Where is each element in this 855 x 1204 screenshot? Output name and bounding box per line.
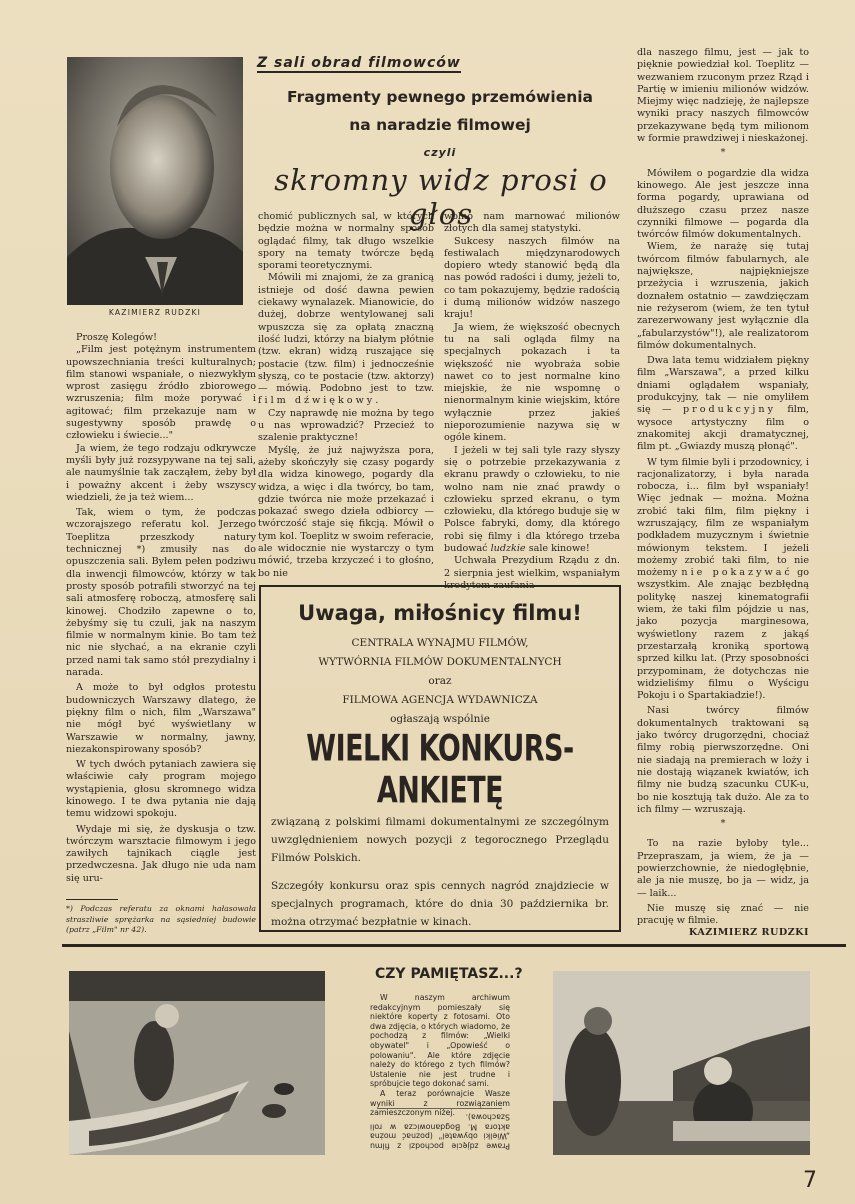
author-signature: KAZIMIERZ RUDZKI — [688, 927, 809, 939]
footnote: *) Podczas referatu za oknami hałasowała straszliwie sprężarka na sąsiedniej budowie (patrz „Film" nr 42). — [66, 904, 256, 934]
page-number: 7 — [803, 1168, 817, 1193]
quiz-answer-upside-down: Prawe zdjęcie pochodzi z filmu „Wielki obywatel" (poznać można aktora M. Bogdanowicza w roli Szachowa). — [370, 1112, 510, 1151]
asterisk-divider: * — [720, 818, 726, 830]
ad-paragraph: związaną z polskimi filmami dokumentalnymi ze szczególnym uwzględnieniem nowych pozycji z tegorocznego Przeglądu Filmów Polskich. — [271, 816, 609, 864]
lake-scene-icon — [553, 971, 810, 1155]
paragraph: I jeżeli w tej sali tyle razy słyszy się o potrzebie przekazywania z ekranu prawdy o człowieku, to nie wolno nam nie znać prawdy o człowieku sprzed ekranu, o tym człowieku, dla którego buduje się w Polsce fabryki, domy, dla którego robi się filmy i dla którego trzeba budować ludzkie sale kinowe! — [444, 444, 620, 555]
paragraph: Dwa lata temu widziałem piękny film „Warszawa", a przed kilku dniami oglądałem wspaniały, produkcyjny, tak — nie omyliłem się — produkcyjny film, wysoce artystyczny film o znakomitej akcji dramatycznej, film pt. „Gwiazdy muszą płonąć". — [637, 355, 809, 453]
paragraph: Tak, wiem o tym, że podczas wczorajszego referatu kol. Jerzego Toeplitza przeszkody natury technicznej *) zmusiły nas do opuszczenia sali. Byłem pełen podziwu dla inwencji filmowców, którzy w tak prosty sposób potrafili stworzyć na tej sali atmosferę roboczą, atmosferę sali kinowej. Chodziło zapewne o to, żebyśmy się tu czuli, jak na naszym filmie w normalnym kinie. Bo tam też nic nie słychać, a na ekranie czyli przed nami tak samo stół prezydialny i narada. — [66, 507, 256, 679]
ad-paragraph: Szczegóły konkursu oraz spis cennych nagród znajdziecie w specjalnych programach, które do dnia 30 października br. można otrzymać bezpłatnie w kinach. — [271, 880, 609, 928]
article-column-1 — [66, 332, 256, 885]
paragraph: Proszę Kolegów! — [76, 332, 157, 343]
section-divider — [62, 944, 846, 947]
ad-line: WYTWÓRNIA FILMÓW DOKUMENTALNYCH — [318, 656, 562, 668]
section-kicker: Z sali obrad filmowców — [257, 55, 461, 71]
paragraph: Sukcesy naszych filmów na festiwalach międzynarodowych dopiero wtedy stanowić będą dla nas powód radości i dumy, jeżeli to, co tam pokazujemy, będzie radością i dumą milionów widzów naszego kraju! — [444, 235, 620, 321]
headline-line-1: Fragmenty pewnego przemówienia — [286, 88, 594, 106]
article-column-3 — [444, 211, 620, 592]
answer-rule — [377, 1108, 502, 1109]
paragraph: W tym filmie byli i przodownicy, i racjonalizatorzy, i była narada robocza, i... film był wspaniały! Więc jednak — można. Można zrobić taki film, film piękny i wzruszający, film ze wspaniałym podkładem muzycznym i świetnie mówionym tekstem. I jeżeli możemy zrobić taki film, to nie możemy nie pokazywać go wszystkim. Ale znając bezbłędną politykę naszej kinematografii wiem, że taki film pójdzie u nas, jako pozycja marginesowa, wyświetlony razem z jakąś przestarzałą kroniką sportową sprzed kilku lat. (Przy sposobności przypominam, że dotychczas nie widzieliśmy filmu o Wyścigu Pokoju i o Spartakiadzie!). — [637, 456, 809, 702]
portrait-caption: KAZIMIERZ RUDZKI — [108, 308, 202, 317]
asterisk-divider: * — [720, 147, 726, 159]
men-by-lake-photo — [553, 971, 810, 1155]
paragraph: „Film jest potężnym instrumentem upowszechniania treści kulturalnych; film stanowi wspaniałe, o niezwykłym wprost zasięgu źródło zbiorowego wzruszenia; film może porywać i agitować; film przekazuje nam w sugestywny sposób prawdę o człowieku i świecie..." — [66, 344, 256, 442]
portrait-icon — [67, 57, 243, 305]
paragraph: Czy naprawdę nie można by tego u nas wprowadzić? Przecież to szalenie praktyczne! — [258, 407, 434, 444]
paragraph: To na razie byłoby tyle... Przepraszam, ja wiem, że ja — powierzchownie, że niedogłębnie, ale ja nie muszę, bo ja — widz, ja — laik... — [637, 838, 809, 899]
article-column-2 — [258, 211, 434, 580]
emphasis-text: nie pokazywać — [681, 567, 793, 579]
ad-big-headline: WIELKI KONKURS-ANKIETĘ — [306, 728, 574, 812]
article-column-4 — [637, 47, 809, 940]
ad-line: FILMOWA AGENCJA WYDAWNICZA — [342, 694, 538, 706]
headline-czyli: czyli — [423, 146, 457, 159]
paragraph: Nie muszę się znać — nie pracuję w filmie. — [637, 902, 809, 927]
ad-title: Uwaga, miłośnicy filmu! — [298, 601, 582, 625]
paragraph: Mówiłem o pogardzie dla widza kinowego. Ale jest jeszcze inna forma pogardy, uprawiana od dłuższego czasu przez nasze czynniki filmowe — pogarda dla twórców filmów dokumentalnych. — [637, 167, 809, 241]
emphasis-text: film dźwiękowy — [258, 395, 376, 407]
footnote-rule — [66, 899, 118, 900]
quiz-title: CZY PAMIĘTASZ...? — [375, 966, 523, 982]
contest-announcement-box — [259, 585, 621, 932]
paragraph: Ja wiem, że tego rodzaju odkrywcze myśli były już rozsypywane na tej sali, ale naumyślnie tak zacząłem, żeby był i poważny akcent i żeby wszyscy wiedzieli, że ja też wiem... — [66, 442, 256, 503]
paragraph: A może to był odgłos protestu budowniczych Warszawy dlatego, że piękny film o nich, film „Warszawa" nie mógł być wyświetlany w Warszawie w normalny, jawny, niezakonspirowany sposób? — [66, 682, 256, 755]
ad-line: ogłaszają wspólnie — [390, 713, 490, 725]
headline-script: skromny widz prosi o głos — [274, 163, 608, 231]
paragraph: dla naszego filmu, jest — jak to pięknie powiedział kol. Toeplitz — wezwaniem rzuconym przez Rząd i Partię w imieniu milionów widzów. Miejmy więc nadzieję, że najlepsze wyniki pracy naszych filmowców przekazywane będą tym milionom w formie prawdziwej i nieskażonej. — [637, 47, 809, 145]
paragraph: wolno nam marnować milionów złotych dla samej statystyki. — [444, 211, 620, 235]
paragraph: W tych dwóch pytaniach zawiera się właściwie cały program mojego wystąpienia, głosu skromnego widza kinowego. I te dwa pytania nie dają temu widzowi spokoju. — [66, 759, 256, 820]
paragraph: Nasi twórcy filmów dokumentalnych traktowani są jako twórcy drugorzędni, chociaż filmy robią pierwszorzędne. Oni nie siadają na premierach w loży i nie dostają wiązanek kwiatów, ich filmy nie budzą szacunku CUK-u, bo nie kosztują tak dużo. Ale za to ich filmy — wzruszają. — [637, 705, 809, 815]
emphasis-text: ludzkie — [490, 543, 526, 555]
ad-line: oraz — [428, 675, 452, 687]
emphasis-text: produkcyjny — [682, 404, 776, 416]
quiz-text — [370, 993, 510, 1118]
ad-line: CENTRALA WYNAJMU FILMÓW, — [351, 637, 529, 649]
headline-line-2: na naradzie filmowej — [349, 116, 531, 134]
portrait-photo — [67, 57, 243, 305]
paragraph: W naszym archiwum redakcyjnym pomieszały się niektóre koperty z fotosami. Oto dwa zdjęcia, o których wiadomo, że pochodzą z filmów: „Wielki obywatel" i „Opowieść o polowaniu". Ale które zdjęcie należy do którego z tych filmów? Ustalenie nie jest trudne i spróbujcie tego dokonać sami. — [370, 993, 510, 1089]
paragraph: Wiem, że narażę się tutaj twórcom filmów fabularnych, ale największe, najpiękniejsze przeżycia i wzruszenia, jakich doznałem ostatnio — zawdzięczam nie reżyserom (wiem, że ten tytuł zarezerwowany jest wyłącznie dla „fabularzystów"!), ale realizatorom filmów dokumentalnych. — [637, 241, 809, 351]
canoe-scene-icon — [69, 971, 325, 1155]
paragraph: Uchwała Prezydium Rządu z dn. 2 sierpnia jest wielkim, wspaniałym kredytem zaufania — [444, 555, 620, 591]
paragraph: Mówili mi znajomi, że za granicą istnieje od dość dawna pewien ciekawy wynalazek. Mianowicie, do dużej, dobrze wentylowanej sali wpuszcza się za opłatą znaczną ilość ludzi, którzy na białym płótnie (tzw. ekran) widzą ruszające się postacie (tzw. film) i jednocześnie słyszą, co te postacie (tzw. aktorzy) — mówią. Podobno jest to tzw. film dźwiękowy. — [258, 272, 434, 407]
hunter-in-canoe-photo — [69, 971, 325, 1155]
paragraph: Myślę, że już najwyższa pora, ażeby skończyły się czasy pogardy dla widza kinowego, pogardy dla widza, a więc i dla twórcy, bo tam, gdzie twórca nie może przekazać i pokazać swego dzieła odbiorcy — twórczość staje się fikcją. Mówił o tym kol. Toeplitz w swoim referacie, ale widocznie nie wystarczy o tym mówić, trzeba krzyczeć i to głośno, bo nie — [258, 444, 434, 579]
paragraph: Wydaje mi się, że dyskusja o tzw. twórczym warsztacie filmowym i jego zawiłych tajnikach ciągle jest przedwczesna. Jak długo nie uda nam się uru- — [66, 823, 256, 884]
paragraph: chomić publicznych sal, w których będzie można w normalny sposób oglądać filmy, tak długo wszelkie spory na tematy twórcze będą sporami teoretycznymi. — [258, 211, 434, 272]
paragraph: Ja wiem, że większość obecnych tu na sali ogląda filmy na specjalnych pokazach i ta większość nie wyobraża sobie nawet co to jest normalne kino miejskie, że nie wspomnę o nienormalnym kinie wiejskim, które wyłącznie przez jakieś nieporozumienie nazywa się w ogóle kinem. — [444, 321, 620, 444]
paragraph: A teraz porównajcie Wasze wyniki z rozwiązaniem zamieszczonym niżej. — [370, 1088, 510, 1118]
